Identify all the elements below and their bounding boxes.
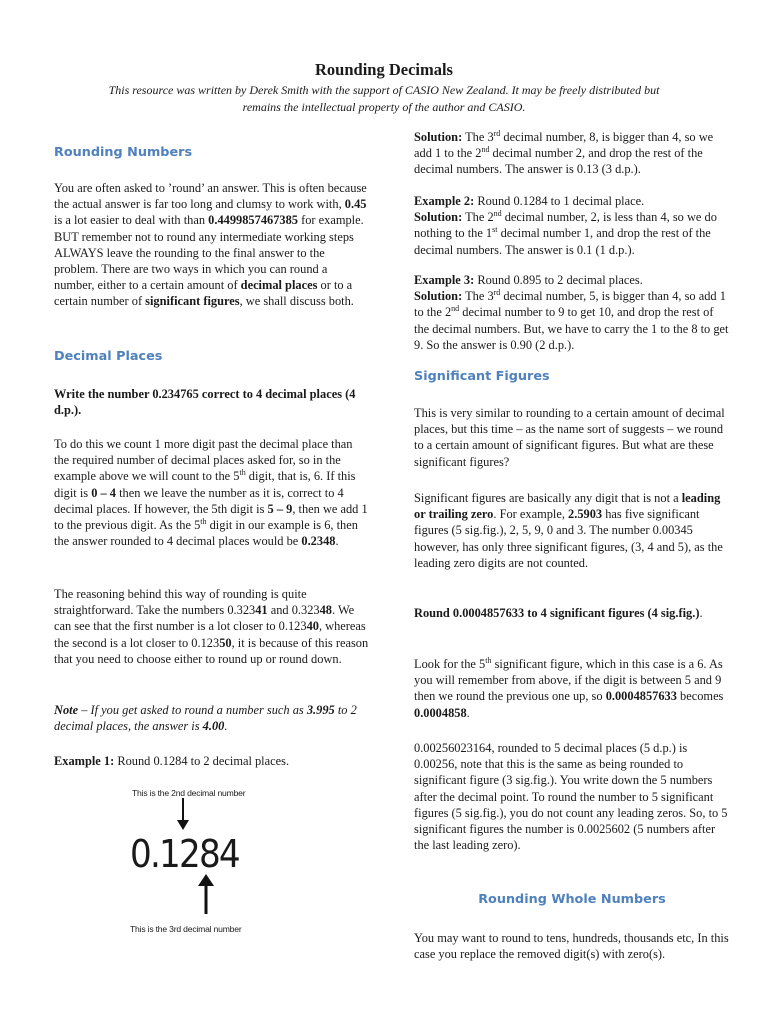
sig-fig-definition: Significant figures are basically any digit that is not a leading or trailing zero. For example, 2.5903 has five significant figures (5 sig.fig.), 2, 5, 9, 0 and 3. The number 0.00345 however, has only three significant figures, (3, 4 and 5), as the leading zero digits are not counted. — [414, 491, 723, 570]
heading-rounding-whole-numbers: Rounding Whole Numbers — [478, 892, 666, 907]
sig-fig-explanation: Look for the 5th significant figure, which in this case is a 6. As you will remember from above, if the digit is between 5 and 9 then we round the previous one up, so 0.0004857633 becomes 0.0004858. — [414, 655, 724, 720]
decimal-diagram — [126, 780, 276, 940]
byline-line-2: remains the intellectual property of the author and CASIO. — [242, 100, 526, 114]
figure-number: 0.1284 — [130, 832, 239, 876]
whole-numbers-paragraph: You may want to round to tens, hundreds, thousands etc, In this case you replace the removed digit(s) with zero(s). — [414, 931, 729, 962]
sig-fig-task: Round 0.0004857633 to 4 significant figures (4 sig.fig.). — [414, 606, 703, 620]
heading-significant-figures: Significant Figures — [414, 369, 550, 384]
page-title: Rounding Decimals — [315, 60, 453, 79]
example-3: Example 3: Round 0.895 to 2 decimal places. Solution: The 3rd decimal number, 5, is bigger than 4, so add 1 to the 2nd decimal number to 9 to get 10, and drop the rest of the decimal numbers. But, we have to carry the 1 to the 8 to get 9. So the answer is 0.90 (2 d.p.). — [414, 273, 729, 352]
down-arrow-icon — [177, 798, 189, 830]
figure-top-label: This is the 2nd decimal number — [132, 788, 246, 798]
example-1: Example 1: Round 0.1284 to 2 decimal places. — [54, 754, 290, 768]
up-arrow-icon — [198, 874, 214, 914]
example-2: Example 2: Round 0.1284 to 1 decimal place. Solution: The 2nd decimal number, 2, is less than 4, so we do nothing to the 1st decimal number 1, and drop the rest of the decimal numbers. The answer is 0.1 (1 d.p.). — [414, 194, 717, 257]
decimal-places-explanation: To do this we count 1 more digit past the decimal place than the required number of decimal places asked for, so in the example above we will count to the 5th digit, that is, 6. If this digit is 0 – 4 then we leave the number as it is, correct to 4 decimal places. If however, the 5th digit is 5 – 9, then we add 1 to the previous digit. As the 5th digit in our example is 6, then the answer rounded to 4 decimal places would be 0.2348. — [54, 437, 368, 549]
byline — [60, 82, 708, 116]
decimal-places-task: Write the number 0.234765 correct to 4 decimal places (4 d.p.). — [54, 387, 356, 418]
rounding-numbers-paragraph: You are often asked to ’round’ an answer. This is often because the actual answer is far too long and clumsy to work with, 0.45 is a lot easier to deal with than 0.4499857467385 for example. BUT remember not to round any intermediate working steps ALWAYS leave the rounding to the final answer to the problem. There are two ways in which you can round a number, either to a certain amount of decimal places or to a certain number of significant figures, we shall discuss both. — [54, 181, 367, 309]
sig-fig-example: 0.00256023164, rounded to 5 decimal places (5 d.p.) is 0.00256, note that this is the same as being rounded to significant figure (3 sig.fig.). You write down the 5 numbers after the decimal point. To round the number to 5 significant figures (5 sig.fig.), you do not count any leading zeros. So, to 5 significant figures the number is 0.0025602 (5 numbers after the last leading zero). — [414, 741, 728, 853]
figure-bottom-label: This is the 3rd decimal number — [130, 924, 242, 934]
heading-decimal-places: Decimal Places — [54, 349, 163, 364]
sig-fig-intro: This is very similar to rounding to a certain amount of decimal places, but this time – as the name sort of suggests – we round to a certain amount of significant figures. But what are these significant figures? — [414, 406, 725, 469]
reasoning-paragraph: The reasoning behind this way of rounding is quite straightforward. Take the numbers 0.32341 and 0.32348. We can see that the first number is a lot closer to 0.12340, whereas the second is a lot closer to 0.12350, it is because of this reason that you need to choose either to round up or round down. — [54, 587, 369, 666]
note-paragraph: Note – If you get asked to round a number such as 3.995 to 2 decimal places, the answer is 4.00. — [54, 703, 357, 734]
solution-1: Solution: The 3rd decimal number, 8, is bigger than 4, so we add 1 to the 2nd decimal number 2, and drop the rest of the decimal numbers. The answer is 0.13 (3 d.p.). — [414, 128, 714, 177]
byline-line-1: This resource was written by Derek Smith with the support of CASIO New Zealand. It may be freely distributed but — [108, 83, 660, 97]
heading-rounding-numbers: Rounding Numbers — [54, 145, 193, 160]
